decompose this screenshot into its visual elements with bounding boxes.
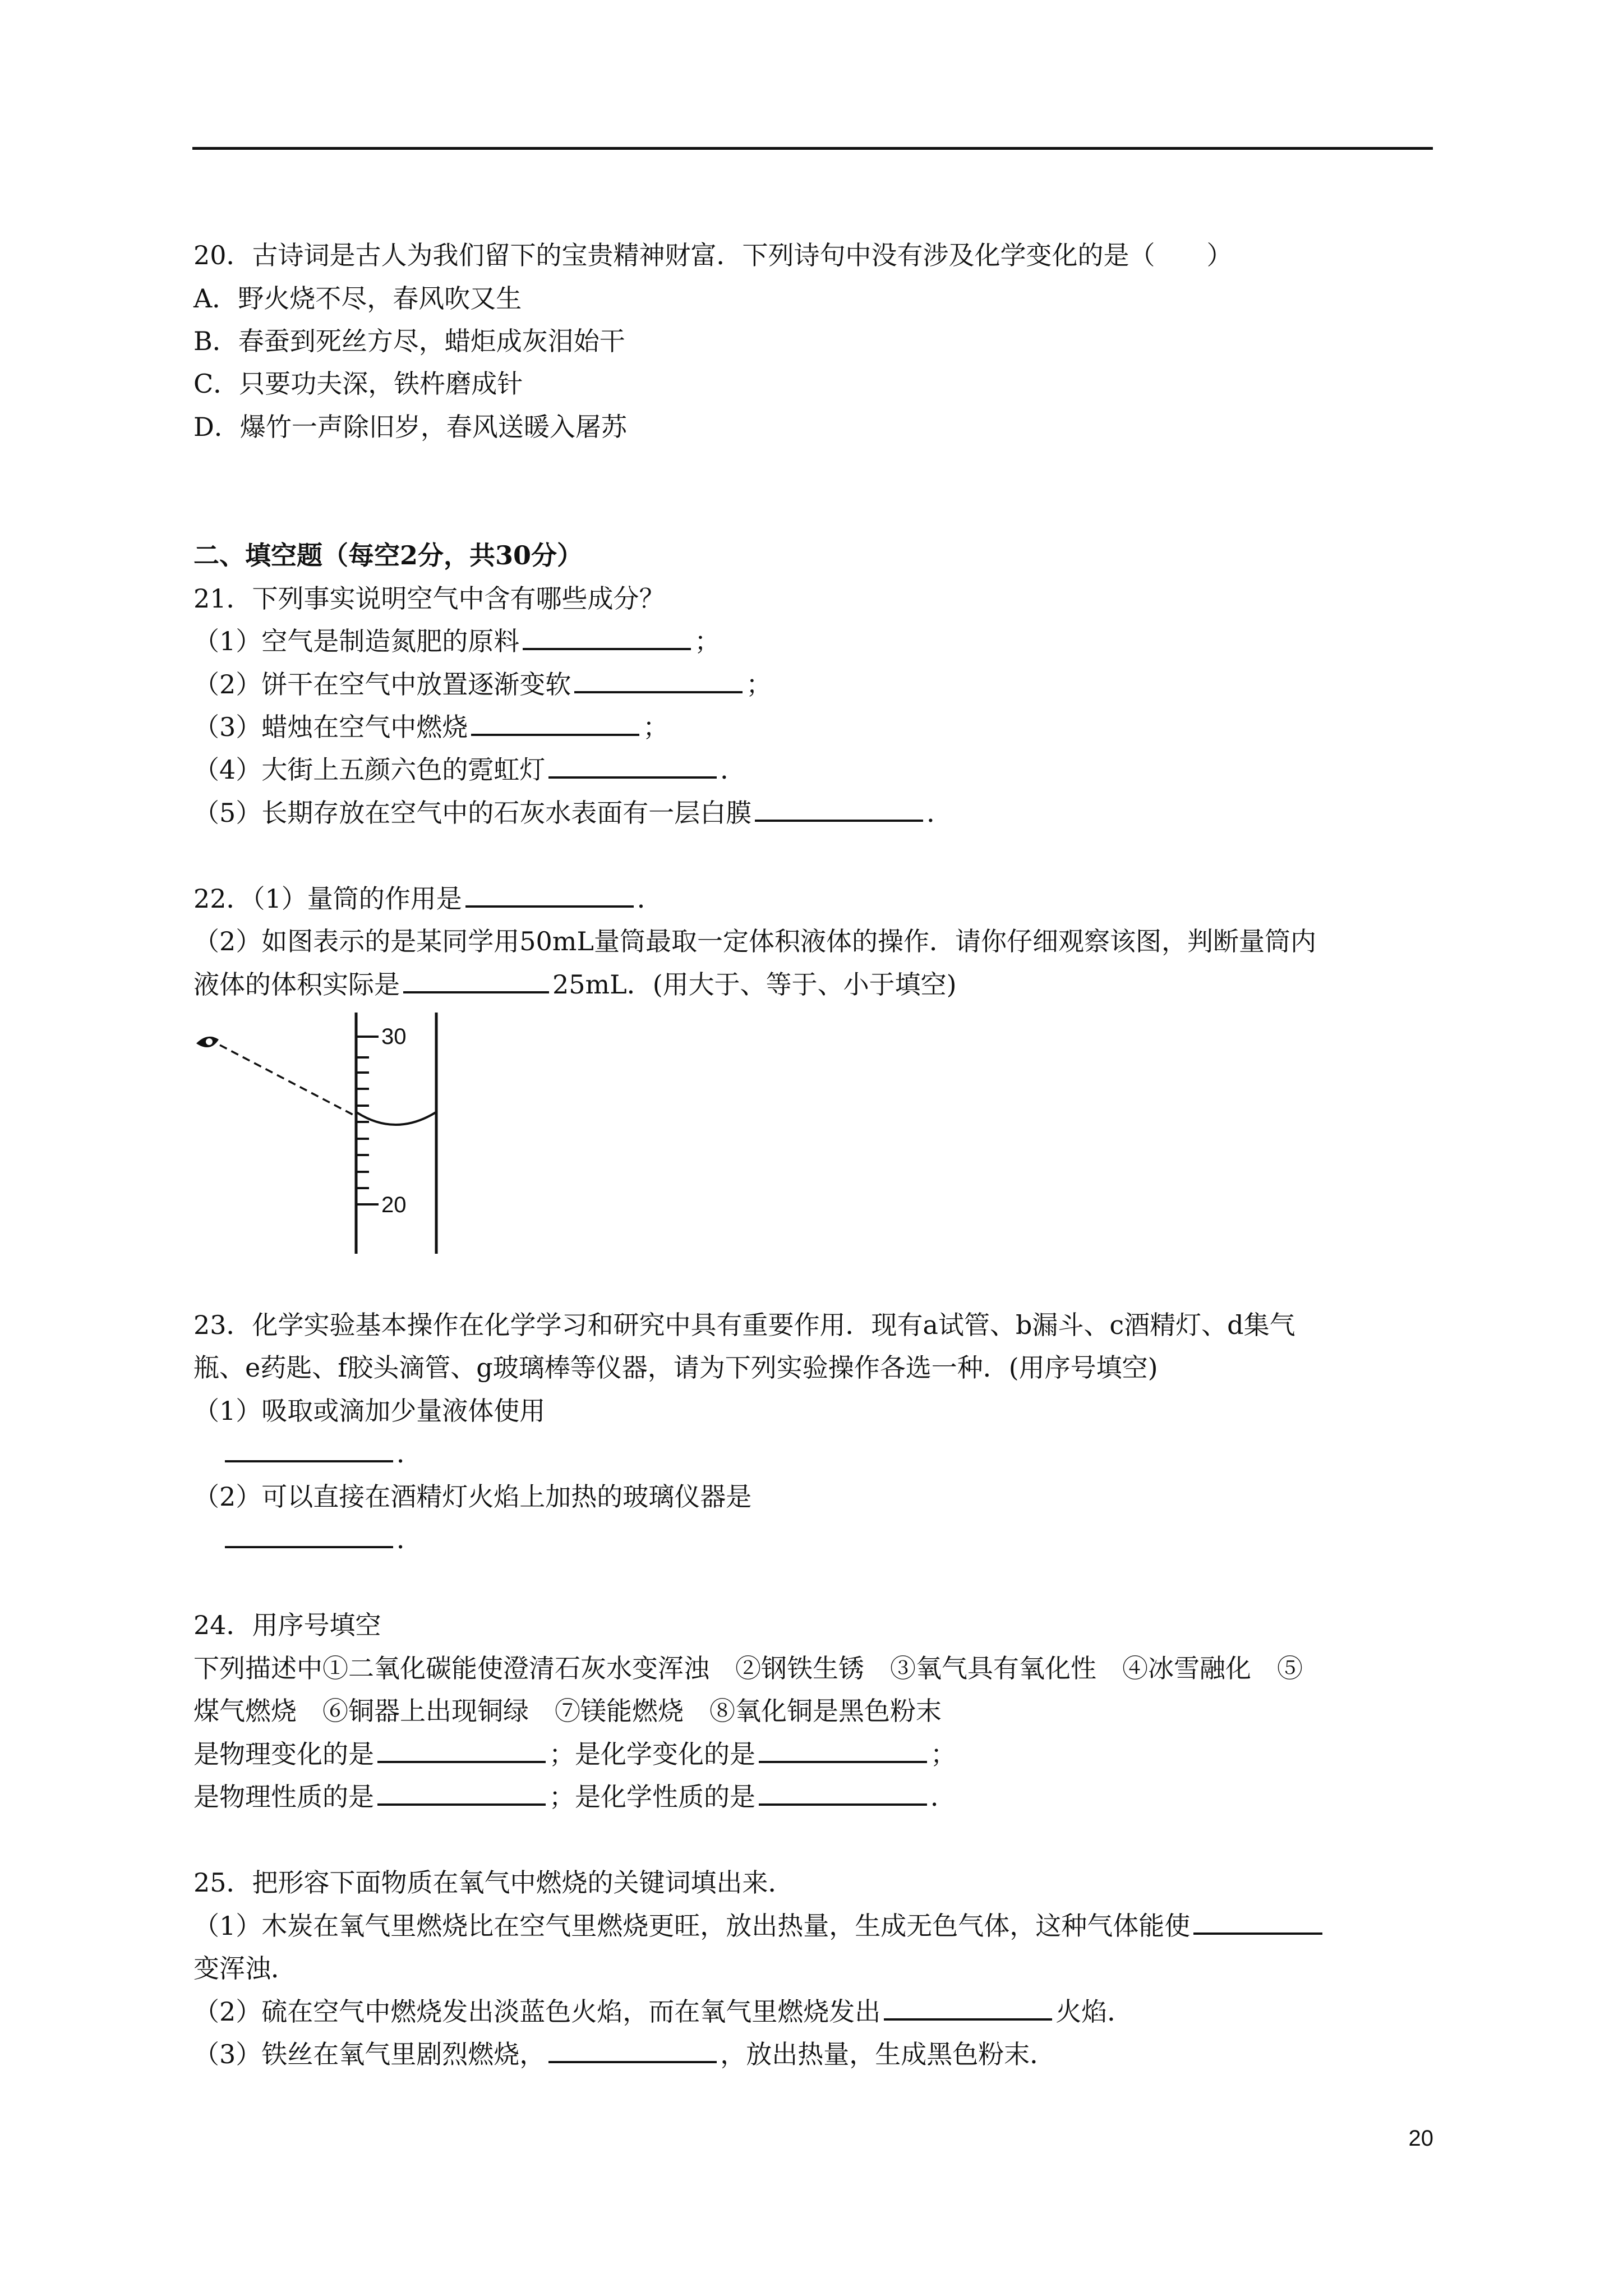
q25-sub2: （2）硫在空气中燃烧发出淡蓝色火焰，而在氧气里燃烧发出 火焰． (193, 1995, 1133, 2028)
graduated-cylinder-figure (191, 1007, 460, 1265)
q25-sub1: （1）木炭在氧气里燃烧比在空气里燃烧更旺，放出热量，生成无色气体，这种气体能使 (193, 1909, 1326, 1943)
q25-sub3: （3）铁丝在氧气里剧烈燃烧， ，放出热量，生成黑色粉末． (193, 2037, 1055, 2071)
answer-blank[interactable] (759, 1737, 927, 1763)
q22-part1: 22．（1）量筒的作用是 ． (193, 882, 663, 915)
q21-stem: 21．下列事实说明空气中含有哪些成分？ (193, 583, 665, 614)
answer-blank[interactable] (377, 1737, 546, 1763)
tick-label-bottom: 20 (381, 1193, 407, 1217)
page-number: 20 (1408, 2126, 1433, 2151)
q24-stem: 24．用序号填空 (193, 1610, 381, 1640)
q21-item-5: （5）长期存放在空气中的石灰水表面有一层白膜 ． (193, 796, 952, 830)
q24-answers-2: 是物理性质的是 ；是化学性质的是 ． (193, 1780, 956, 1814)
answer-blank[interactable] (755, 796, 923, 822)
answer-blank[interactable] (403, 968, 549, 993)
tick-label-top: 30 (381, 1024, 407, 1049)
answer-blank[interactable] (225, 1522, 393, 1548)
q20-option-c: C．只要功夫深，铁杵磨成针 (193, 369, 523, 399)
header-rule (192, 147, 1433, 150)
answer-blank[interactable] (523, 624, 691, 650)
q20-option-b: B．春蚕到死丝方尽，蜡炬成灰泪始干 (193, 326, 625, 356)
q20-option-a: A．野火烧不尽，春风吹又生 (193, 283, 522, 314)
q21-item-1: （1）空气是制造氮肥的原料 ； (193, 624, 720, 658)
answer-blank[interactable] (377, 1780, 546, 1806)
q22-part2-line1: （2）如图表示的是某同学用50mL量筒最取一定体积液体的操作．请你仔细观察该图，判断量筒内 (193, 926, 1316, 956)
answer-blank[interactable] (225, 1437, 393, 1462)
q23-line2: 瓶、e药匙、f胶头滴管、g玻璃棒等仪器，请为下列实验操作各选一种．(用序号填空) (193, 1352, 1158, 1383)
answer-blank[interactable] (548, 753, 717, 779)
q23-sub1-answer: ． (222, 1437, 422, 1470)
q23-sub1: （1）吸取或滴加少量液体使用 (193, 1396, 546, 1426)
q24-answers-1: 是物理变化的是 ；是化学变化的是 ； (193, 1737, 956, 1771)
answer-blank[interactable] (884, 1995, 1052, 2021)
q21-item-2: （2）饼干在空气中放置逐渐变软 ； (193, 668, 772, 701)
q25-stem: 25．把形容下面物质在氧气中燃烧的关键词填出来． (193, 1867, 794, 1898)
answer-blank[interactable] (1193, 1909, 1322, 1935)
eye-icon (196, 1037, 219, 1047)
q21-item-3: （3）蜡烛在空气中燃烧 ； (193, 710, 668, 744)
q25-sub1-cont: 变浑浊． (193, 1953, 297, 1984)
section-title: 二、填空题（每空2分，共30分） (193, 540, 583, 570)
q20-stem: 20．古诗词是古人为我们留下的宝贵精神财富．下列诗句中没有涉及化学变化的是（ ） (193, 240, 1233, 270)
q24-line1: 下列描述中①二氧化碳能使澄清石灰水变浑浊 ②钢铁生锈 ③氧气具有氧化性 ④冰雪融化 ⑤ (193, 1653, 1303, 1683)
answer-blank[interactable] (465, 882, 634, 908)
answer-blank[interactable] (548, 2037, 717, 2063)
answer-blank[interactable] (759, 1780, 927, 1806)
q20-option-d: D．爆竹一声除旧岁，春风送暖入屠苏 (193, 412, 627, 442)
answer-blank[interactable] (471, 710, 639, 736)
q24-line2: 煤气燃烧 ⑥铜器上出现铜绿 ⑦镁能燃烧 ⑧氧化铜是黑色粉末 (193, 1696, 942, 1726)
answer-blank[interactable] (574, 668, 743, 693)
q23-line1: 23．化学实验基本操作在化学学习和研究中具有重要作用．现有a试管、b漏斗、c酒精灯、d集气 (193, 1310, 1295, 1340)
sight-line (220, 1045, 356, 1116)
q23-sub2-answer: ． (222, 1522, 422, 1556)
q21-item-4: （4）大街上五颜六色的霓虹灯 ． (193, 753, 746, 786)
q23-sub2: （2）可以直接在酒精灯火焰上加热的玻璃仪器是 (193, 1481, 752, 1512)
q22-part2-line2: 液体的体积实际是 25mL．(用大于、等于、小于填空) (193, 968, 957, 1001)
